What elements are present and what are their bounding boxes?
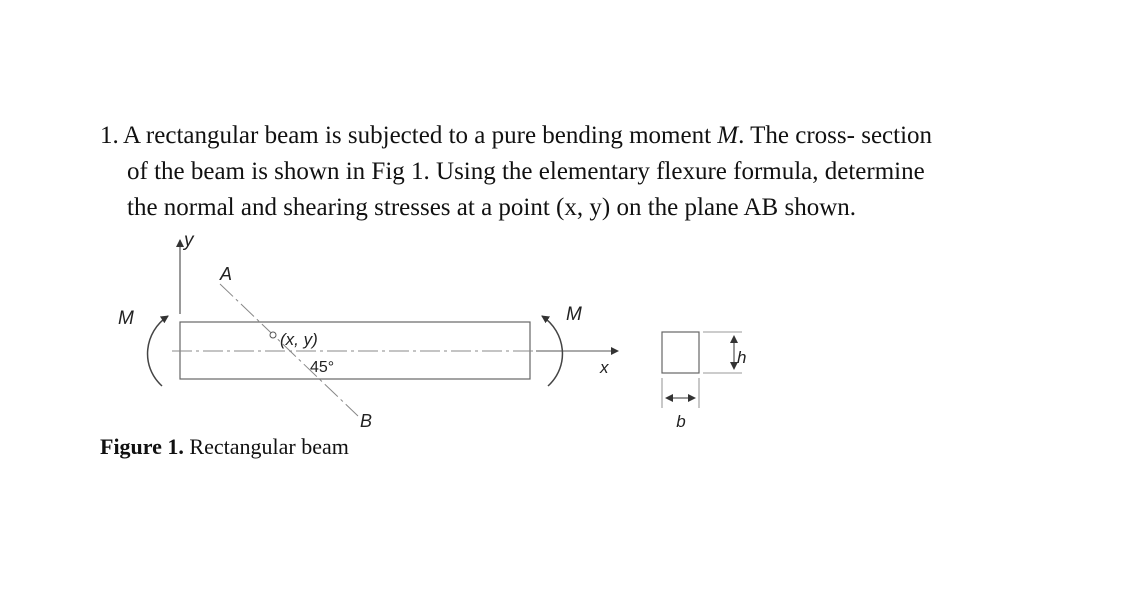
problem-number: 1.: [100, 122, 119, 149]
point-label: (x, y): [280, 330, 318, 349]
left-moment-arc: [148, 316, 168, 386]
point-A-label: A: [220, 264, 233, 284]
problem-line-1: [100, 118, 1060, 154]
angle-label: 45°: [310, 359, 335, 376]
problem-statement: [100, 118, 1060, 226]
right-moment-label: M: [566, 304, 582, 325]
problem-line-3: the normal and shearing stresses at a point (x, y) on the plane AB shown.: [127, 194, 857, 221]
section-height-label: h: [737, 348, 747, 367]
beam-figure: [100, 230, 747, 431]
section-width-label: b: [676, 412, 686, 431]
moment-symbol: M: [717, 122, 739, 149]
left-moment-label: M: [118, 308, 134, 329]
problem-line-1-post: . The cross- section: [738, 122, 933, 149]
point-marker: [270, 332, 276, 338]
caption-prefix: Figure 1.: [100, 434, 184, 459]
figure-caption: [100, 434, 349, 460]
point-B-label: B: [360, 411, 373, 431]
x-axis-label: x: [600, 358, 609, 377]
problem-line-1-pre: A rectangular beam is subjected to a pure bending moment: [123, 122, 718, 149]
y-axis-label: y: [184, 230, 194, 251]
plane-AB: [220, 284, 358, 416]
problem-line-2: of the beam is shown in Fig 1. Using the elementary flexure formula, determine: [127, 158, 925, 185]
beam-diagram: [100, 230, 747, 431]
cross-section: [662, 332, 699, 373]
caption-text: Rectangular beam: [183, 434, 349, 459]
